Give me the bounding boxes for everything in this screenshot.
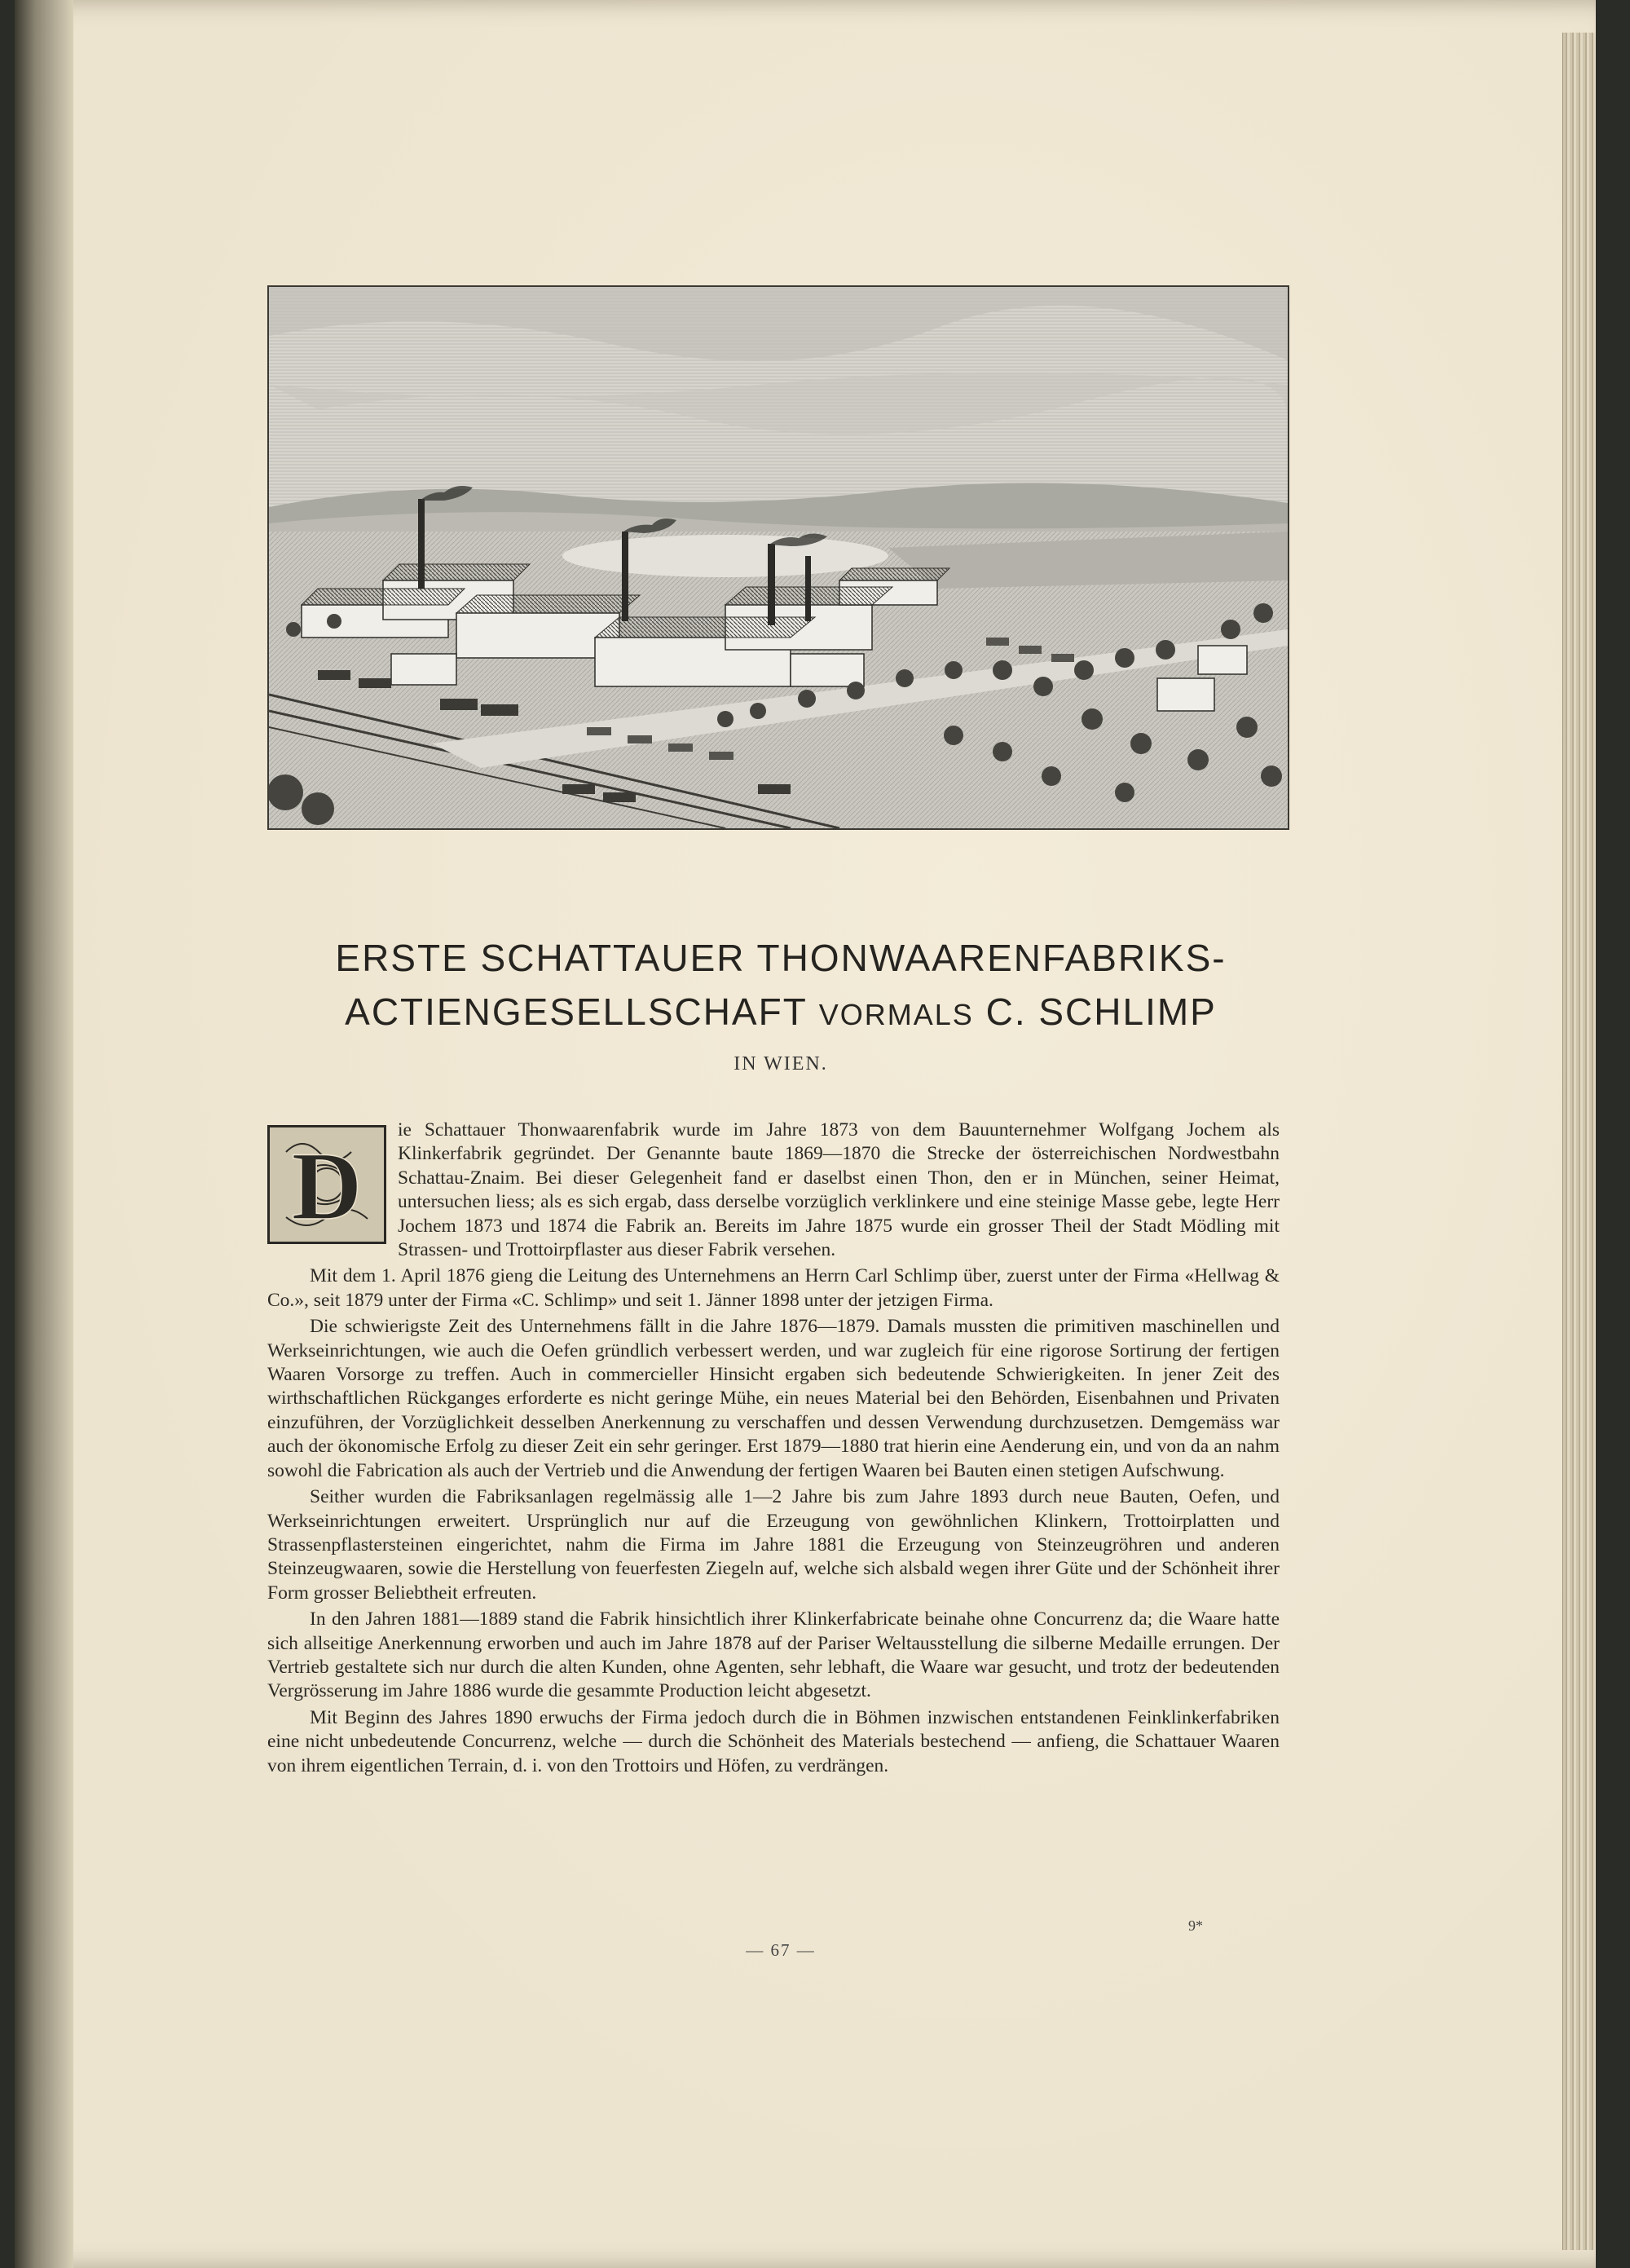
article-title-block bbox=[292, 931, 1270, 1075]
paragraph: Seither wurden die Fabriksanlagen regelmässig alle 1—2 Jahre bis zum Jahre 1893 durch neue Bauten, Oefen, und Werkseinrichtungen erweitert. Ursprünglich nur auf die Erzeugung von gewöhnlichen Klinkern, Trottoirplatten und Strassenpflastersteinen eingerichtet, nahm die Firma im Jahre 1881 die Erzeugung von Steinzeugröhren und anderen Steinzeugwaaren, sowie die Herstellung von feuerfesten Ziegeln auf, welche sich alsbald wegen ihrer Güte und der Schönheit ihrer Form grosser Beliebtheit erfreuten. bbox=[267, 1486, 1280, 1604]
dropcap-letter: D bbox=[291, 1132, 363, 1240]
title-line-1: ERSTE SCHATTAUER THONWAARENFABRIKS- bbox=[335, 937, 1227, 979]
factory-engraving-illustration bbox=[269, 287, 1288, 828]
printer-signature-mark: 9* bbox=[1188, 1917, 1203, 1934]
paragraph: In den Jahren 1881—1889 stand die Fabrik hinsichtlich ihrer Klinkerfabricate beinahe ohne Concurrenz da; die Waare hatte sich allseitige Anerkennung erworben und auch im Jahre 1878 auf der Pariser Weltausstellung die silberne Medaille errungen. Der Vertrieb gestaltete sich nur durch die alten Kunden, ohne Agenten, sehr lebhaft, die Waare war gesucht, und trotz der bedeutenden Vergrösserung im Jahre 1886 wurde die gesammte Production leicht abgesetzt. bbox=[267, 1608, 1280, 1702]
title-line-2 bbox=[292, 985, 1270, 1042]
article-body bbox=[267, 1119, 1280, 1778]
paragraph: Die schwierigste Zeit des Unternehmens fällt in die Jahre 1876—1879. Damals mussten die primitiven maschinellen und Werkseinrichtungen, wie auch die Oefen gründlich verbessert werden, und war zugleich für eine rigorose Sortirung der fertigen Waaren Vorsorge zu treffen. Auch in commercieller Hinsicht ergaben sich bedeutende Schwierigkeiten. In jener Zeit des wirthschaftlichen Rückganges erforderte es nicht geringe Mühe, ein neues Material bei den Behörden, Eisenbahnen und Privaten einzuführen, der Vorzüglichkeit desselben Anerkennung zu verschaffen und dessen Verwendung durchzusetzen. Demgemäss war auch der ökonomische Erfolg zu dieser Zeit ein sehr geringer. Erst 1879—1880 trat hierin eine Aenderung ein, und von da an nahm sowohl die Fabrication als auch der Vertrieb und die Anwendung der fertigen Waaren bei Bauten einen stetigen Aufschwung. bbox=[267, 1316, 1280, 1481]
page-number: — 67 — bbox=[746, 1940, 816, 1960]
subtitle: IN WIEN. bbox=[734, 1053, 828, 1074]
title-line-2-a: ACTIENGESELLSCHAFT bbox=[345, 991, 819, 1033]
paragraph: Mit Beginn des Jahres 1890 erwuchs der Firma jedoch durch die in Böhmen inzwischen entstandenen Feinklinkerfabriken eine nicht unbedeutende Concurrenz, welche — durch die Schönheit des Materials bestechend — anfieng, die Schattauer Waaren von ihrem eigentlichen Terrain, d. i. von den Trottoirs und Höfen, zu verdrängen. bbox=[267, 1706, 1280, 1776]
factory-engraving-image bbox=[267, 285, 1289, 830]
title-line-2-vormals: VORMALS bbox=[818, 998, 974, 1031]
decorated-initial-d-icon bbox=[267, 1125, 386, 1244]
paragraph: ie Schattauer Thonwaarenfabrik wurde im Jahre 1873 von dem Bauunternehmer Wolfgang Jochem als Klinkerfabrik gegründet. Der Genannte baute 1869—1870 die Strecke der österreichischen Nordwestbahn Schattau-Znaim. Bei dieser Gelegenheit fand er daselbst einen Thon, den er in München, seiner Heimat, untersuchen liess; als es sich ergab, dass derselbe vorzüglich verklinkere und eine steinige Masse gebe, legte Herr Jochem 1873 und 1874 die Fabrik an. Bereits im Jahre 1875 wurde ein grosser Theil der Stadt Mödling mit Strassen- und Trottoirpflaster aus dieser Fabrik versehen. bbox=[398, 1119, 1280, 1261]
book-page bbox=[15, 0, 1596, 2268]
book-gutter bbox=[15, 0, 73, 2268]
paragraph: Mit dem 1. April 1876 gieng die Leitung des Unternehmens an Herrn Carl Schlimp über, zuerst unter der Firma «Hellwag & Co.», seit 1879 unter der Firma «C. Schlimp» und seit 1. Jänner 1898 unter der jetzigen Firma. bbox=[267, 1265, 1280, 1311]
title-line-2-c: C. SCHLIMP bbox=[973, 991, 1217, 1033]
page-edges bbox=[1562, 33, 1596, 2250]
